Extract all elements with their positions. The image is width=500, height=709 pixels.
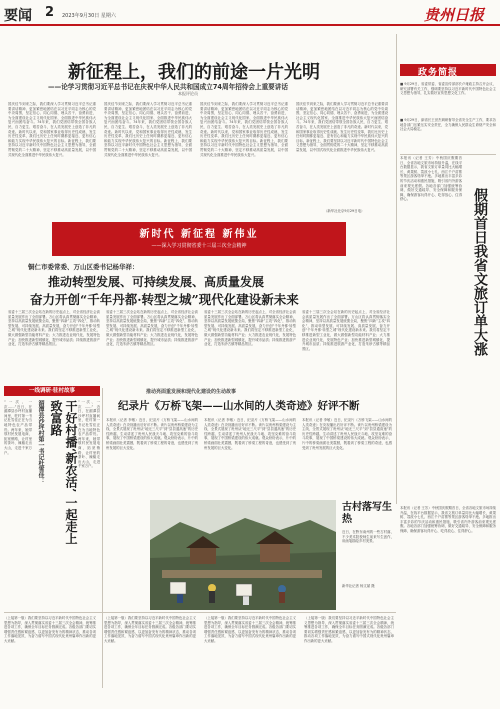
tongren-headline-1: 推动转型发展、可持续发展、高质量发展 [48, 275, 265, 289]
grassroots-headline: 干好村播‘新农活’ 一起走上致富路 [49, 400, 78, 545]
film-body-col-1: 本报讯（记者 李敏）近日，纪录片《万桥飞架——山水间的人类奇迹》在央视播出后好评不断。该片以贵州桥梁建设为主线，全景式展现了贵州从“地无三尺平”到“县县通高速”的历史性跨越，生动讲述了贵州人民战天斗地、攻坚克难的奋斗故事，展现了中国桥梁建设的伟大成就。观众纷纷表示，片中的桥梁画面壮美震撼，既看到了桥梁工程的奇迹，也感受到了贵州发展的巨大变化。 [106, 418, 198, 450]
holiday-title: 假期首日我省文旅订单大涨 [472, 188, 488, 356]
grassroots-article [4, 386, 100, 616]
holiday-article [400, 156, 496, 506]
film-title: 纪录片《万桥飞架——山水间的人类奇迹》好评不断 [118, 400, 360, 412]
film-body-col-3: 本报讯（记者 李敏）近日，纪录片《万桥飞架——山水间的人类奇迹》在央视播出后好评不断。该片以贵州桥梁建设为主线，全景式展现了贵州从“地无三尺平”到“县县通高速”的历史性跨越，生动讲述了贵州人民战天斗地、攻坚克难的奋斗故事，展现了中国桥梁建设的伟大成就。观众纷纷表示，片中的桥梁画面壮美震撼，既看到了桥梁工程的奇迹，也感受到了贵州发展的巨大变化。 [302, 418, 392, 450]
tongren-body-col-3: 省委十三届三次全会站在新的历史起点上，对全省经济社会高质量发展作出了全面部署。万山区将认真贯彻落实全会精神，坚持以高质量发展统揽全局，聚焦“四新”主攻“四化”，推动转型发展、可持续发展、高质量发展，奋力开创“千年丹都·转型之城”现代化建设新未来。我们将坚定不移推进新型工业化，做大做强新型功能材料产业；大力推进农业现代化，发展特色产业；加快推进新型城镇化，提升城市品质；持续推进旅游产业化，打造朱砂古镇等精品景区。 [204, 310, 296, 347]
bottom-divider [4, 612, 396, 613]
issue-date: 2023年9月30日 星期六 [62, 13, 116, 19]
lead-title: 新征程上，我们的前途一片光明 [68, 62, 320, 83]
masthead-rule [0, 24, 500, 26]
mid-banner-subtitle: ——深入学习贯彻省委十三届三次全会精神 [151, 243, 247, 249]
village-photo-illustration [150, 500, 336, 610]
lead-body-col-1: 国庆佳节到来之际，我们要深入学习贯彻习近平总书记重要讲话精神，更加紧密地团结在以习近平同志为核心的党中央周围，坚定信心、同心同德、埋头苦干、奋勇前进，为全面建设社会主义现代化国家、全面推进中华民族伟大复兴而团结奋斗。74年来，我们党团结带领全国各族人民，自力更生、艰苦奋斗，在人类发展史上创造了非凡的奇迹。新时代以来，党和国家事业取得历史性成就、发生历史性变革，我们比历史上任何时期都更接近、更有信心和能力实现中华民族伟大复兴的目标。新征程上，我们要坚持以习近平新时代中国特色社会主义思想为指导，全面贯彻党的二十大精神，坚定不移推动高质量发展，以中国式现代化全面推进中华民族伟大复兴。 [8, 102, 96, 157]
lead-body-col-4: 国庆佳节到来之际，我们要深入学习贯彻习近平总书记重要讲话精神，更加紧密地团结在以习近平同志为核心的党中央周围，坚定信心、同心同德、埋头苦干、奋勇前进，为全面建设社会主义现代化国家、全面推进中华民族伟大复兴而团结奋斗。74年来，我们党团结带领全国各族人民，自力更生、艰苦奋斗，在人类发展史上创造了非凡的奇迹。新时代以来，党和国家事业取得历史性成就、发生历史性变革，我们比历史上任何时期都更接近、更有信心和能力实现中华民族伟大复兴的目标。新征程上，我们要坚持以习近平新时代中国特色社会主义思想为指导，全面贯彻党的二十大精神，坚定不移推动高质量发展，以中国式现代化全面推进中华民族伟大复兴。 [296, 102, 388, 152]
film-left-divider [102, 388, 103, 688]
lead-subtitle: ——论学习贯彻习近平总书记在庆祝中华人民共和国成立74周年招待会上重要讲话 [48, 83, 288, 91]
page-number: 2 [45, 5, 55, 20]
brief-item-1: ■ 9月29日，省委常委、省委宣传部部长卢雍政主持召开会议，研究部署有关工作，强调要坚持以习近平新时代中国特色社会主义思想为指导，扎实做好宣传思想文化工作。 [400, 82, 496, 96]
lead-body-col-2: 国庆佳节到来之际，我们要深入学习贯彻习近平总书记重要讲话精神，更加紧密地团结在以习近平同志为核心的党中央周围，坚定信心、同心同德、埋头苦干、奋勇前进，为全面建设社会主义现代化国家、全面推进中华民族伟大复兴而团结奋斗。74年来，我们党团结带领全国各族人民，自力更生、艰苦奋斗，在人类发展史上创造了非凡的奇迹。新时代以来，党和国家事业取得历史性成就、发生历史性变革，我们比历史上任何时期都更接近、更有信心和能力实现中华民族伟大复兴的目标。新征程上，我们要坚持以习近平新时代中国特色社会主义思想为指导，全面贯彻党的二十大精神，坚定不移推动高质量发展，以中国式现代化全面推进中华民族伟大复兴。 [104, 102, 192, 157]
grassroots-body-left: “一次、一次……”近日，在湄潭县沙坪村直播间里，驻村第一书记杜雪佳正在为当地特色农产品带货。两年来，她带领村民发展电商，拓宽销路，让村里的茶叶、辣椒走出大山，走进千家万户。 [4, 400, 32, 455]
grassroots-subtitle: 湄潭县沙坪村第一书记杜雪佳： [37, 400, 44, 484]
village-caption: 近日，在黔东南州的一些古村落，不少美术院校师生前来写生创作，用画笔描绘乡村美景。 [342, 530, 394, 544]
section-label: 要闻 [4, 8, 32, 24]
tongren-body-col-2: 省委十三届三次全会站在新的历史起点上，对全省经济社会高质量发展作出了全面部署。万山区将认真贯彻落实全会精神，坚持以高质量发展统揽全局，聚焦“四新”主攻“四化”，推动转型发展、可持续发展、高质量发展，奋力开创“千年丹都·转型之城”现代化建设新未来。我们将坚定不移推进新型工业化，做大做强新型功能材料产业；大力推进农业现代化，发展特色产业；加快推进新型城镇化，提升城市品质；持续推进旅游产业化，打造朱砂古镇等精品景区。 [106, 310, 198, 347]
brief-title: 政务简报 [418, 68, 459, 78]
village-caption-box [340, 500, 396, 610]
lead-body-col-3: 国庆佳节到来之际，我们要深入学习贯彻习近平总书记重要讲话精神，更加紧密地团结在以习近平同志为核心的党中央周围，坚定信心、同心同德、埋头苦干、奋勇前进，为全面建设社会主义现代化国家、全面推进中华民族伟大复兴而团结奋斗。74年来，我们党团结带领全国各族人民，自力更生、艰苦奋斗，在人类发展史上创造了非凡的奇迹。新时代以来，党和国家事业取得历史性成就、发生历史性变革，我们比历史上任何时期都更接近、更有信心和能力实现中华民族伟大复兴的目标。新征程上，我们要坚持以习近平新时代中国特色社会主义思想为指导，全面贯彻党的二十大精神，坚定不移推动高质量发展，以中国式现代化全面推进中华民族伟大复兴。 [200, 102, 288, 157]
brief-divider [400, 154, 496, 155]
paper-logo: 贵州日报 [424, 6, 485, 24]
tongren-kicker: 铜仁市委常委、万山区委书记杨华祥： [28, 263, 139, 271]
tongren-headline-2: 奋力开创“千年丹都·转型之城”现代化建设新未来 [30, 292, 299, 307]
bottom-body-col-2: （上接第一版）我们要坚持以习近平新时代中国特色社会主义思想为指导，深入贯彻落实省委十三届三次全会精神，统筹推进各项工作，确保全年目标任务圆满完成。各级各部门要切实增强责任感和紧迫感，以更加奋发有为的精神状态，推动各项工作落地见效，为奋力谱写中国式现代化贵州篇章作出新的更大贡献。 [104, 616, 196, 643]
mid-banner-title: 新时代 新征程 新伟业 [139, 229, 259, 240]
tongren-article [8, 262, 392, 382]
holiday-body-col-1: 本报讯（记者 王芳）中秋国庆假期首日，全省各地文旅市场持续升温，在线平台数据显示，我省文旅订单量同比大幅增长，黄果树、荔波小七孔、西江千户苗寨等景区游客络绎不绝。多地推出丰富多彩的节庆活动和惠民措施，吸引省内外游客前来观光度假。各地各部门加强统筹协调，做好交通疏导、安全保障和服务保障，确保游客玩得开心、吃得放心、住得舒心。 [400, 156, 462, 202]
lead-byline: 本报评论员 [178, 91, 198, 96]
mid-banner [52, 222, 346, 256]
bottom-body-col-4: （上接第一版）我们要坚持以习近平新时代中国特色社会主义思想为指导，深入贯彻落实省委十三届三次全会精神，统筹推进各项工作，确保全年目标任务圆满完成。各级各部门要切实增强责任感和紧迫感，以更加奋发有为的精神状态，推动各项工作落地见效，为奋力谱写中国式现代化贵州篇章作出新的更大贡献。 [304, 616, 394, 643]
grassroots-tag: 一线调研·驻村故事 [4, 386, 100, 396]
tongren-body-col-1: 省委十三届三次全会站在新的历史起点上，对全省经济社会高质量发展作出了全面部署。万山区将认真贯彻落实全会精神，坚持以高质量发展统揽全局，聚焦“四新”主攻“四化”，推动转型发展、可持续发展、高质量发展，奋力开创“千年丹都·转型之城”现代化建设新未来。我们将坚定不移推进新型工业化，做大做强新型功能材料产业；大力推进农业现代化，发展特色产业；加快推进新型城镇化，提升城市品质；持续推进旅游产业化，打造朱砂古镇等精品景区。 [8, 310, 100, 347]
village-photographer: 新华社记者 杨文斌 摄 [342, 584, 375, 588]
film-body-col-2: 本报讯（记者 李敏）近日，纪录片《万桥飞架——山水间的人类奇迹》在央视播出后好评不断。该片以贵州桥梁建设为主线，全景式展现了贵州从“地无三尺平”到“县县通高速”的历史性跨越，生动讲述了贵州人民战天斗地、攻坚克难的奋斗故事，展现了中国桥梁建设的伟大成就。观众纷纷表示，片中的桥梁画面壮美震撼，既看到了桥梁工程的奇迹，也感受到了贵州发展的巨大变化。 [204, 418, 296, 450]
right-lower-body: 本报讯（记者 王芳）中秋国庆假期首日，全省各地文旅市场持续升温，在线平台数据显示，我省文旅订单量同比大幅增长，黄果树、荔波小七孔、西江千户苗寨等景区游客络绎不绝。多地推出丰富多彩的节庆活动和惠民措施，吸引省内外游客前来观光度假。各地各部门加强统筹协调，做好交通疏导、安全保障和服务保障，确保游客玩得开心、吃得放心、住得舒心。 [400, 506, 496, 533]
lead-article [8, 58, 392, 216]
grassroots-body-right: “一次、一次……”近日，在湄潭县沙坪村直播间里，驻村第一书记杜雪佳正在为当地特色农产品带货。两年来，她带领村民发展电商，拓宽销路，让村里的茶叶、辣椒走出大山，走进千家万户。 [78, 400, 100, 469]
bottom-body-col-1: （上接第一版）我们要坚持以习近平新时代中国特色社会主义思想为指导，深入贯彻落实省委十三届三次全会精神，统筹推进各项工作，确保全年目标任务圆满完成。各级各部门要切实增强责任感和紧迫感，以更加奋发有为的精神状态，推动各项工作落地见效，为奋力谱写中国式现代化贵州篇章作出新的更大贡献。 [4, 616, 96, 643]
masthead [0, 0, 500, 34]
village-title: 古村落写生热 [342, 502, 392, 525]
tongren-body-col-4: 省委十三届三次全会站在新的历史起点上，对全省经济社会高质量发展作出了全面部署。万山区将认真贯彻落实全会精神，坚持以高质量发展统揽全局，聚焦“四新”主攻“四化”，推动转型发展、可持续发展、高质量发展，奋力开创“千年丹都·转型之城”现代化建设新未来。我们将坚定不移推进新型工业化，做大做强新型功能材料产业；大力推进农业现代化，发展特色产业；加快推进新型城镇化，提升城市品质；持续推进旅游产业化，打造朱砂古镇等精品景区。 [302, 310, 390, 351]
village-photo [150, 500, 336, 610]
right-column-divider [396, 34, 397, 504]
bottom-body-col-3: （上接第一版）我们要坚持以习近平新时代中国特色社会主义思想为指导，深入贯彻落实省委十三届三次全会精神，统筹推进各项工作，确保全年目标任务圆满完成。各级各部门要切实增强责任感和紧迫感，以更加奋发有为的精神状态，推动各项工作落地见效，为奋力谱写中国式现代化贵州篇章作出新的更大贡献。 [204, 616, 296, 643]
brief-item-2: ■ 9月29日，副省长王世杰调研督导全省安全生产工作，要求各地各部门压紧压实安全责任，全力确保人民群众生命财产安全和社会大局稳定。 [400, 118, 496, 132]
film-kicker: 推动亮面重发展和现代化建设的生动故事 [146, 389, 237, 395]
lead-credit: （新华社北京9月29日电） [324, 209, 365, 213]
